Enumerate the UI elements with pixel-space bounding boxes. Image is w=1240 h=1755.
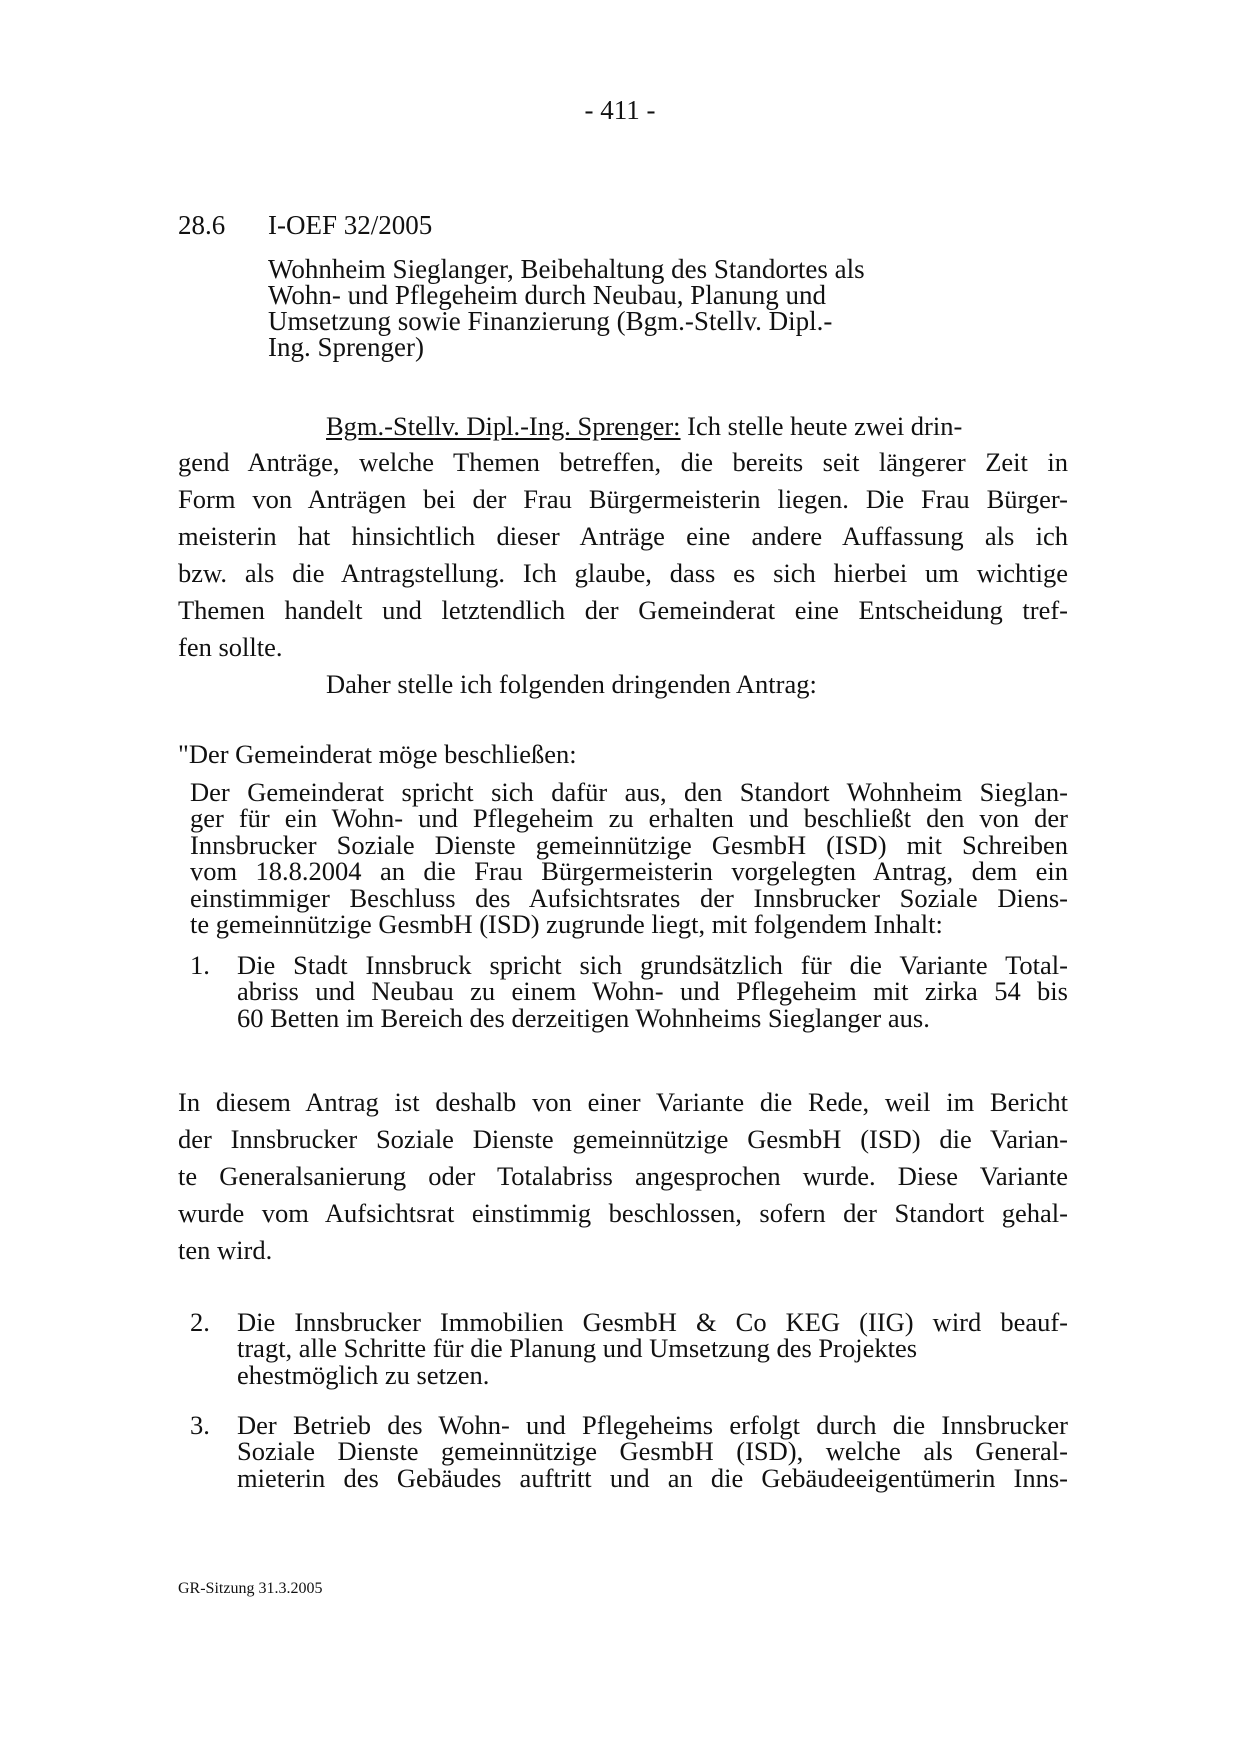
- list-item-line: Der Betrieb des Wohn- und Pflegeheims erfolgt durch die Innsbrucker: [237, 1410, 1068, 1440]
- explanation-line: ten wird.: [178, 1235, 273, 1265]
- agenda-title-line: Umsetzung sowie Finanzierung (Bgm.-Stellv. Dipl.-: [268, 306, 833, 336]
- explanation-line: In diesem Antrag ist deshalb von einer Variante die Rede, weil im Bericht: [178, 1087, 1068, 1117]
- speech-first-line: [326, 410, 1068, 442]
- speaker-name: Bgm.-Stellv. Dipl.-Ing. Sprenger:: [326, 411, 681, 441]
- motion-line: Der Gemeinderat spricht sich dafür aus, den Standort Wohnheim Sieglan-: [190, 777, 1068, 807]
- agenda-item-number: 28.6: [178, 210, 226, 240]
- speech-line: Themen handelt und letztendlich der Gemeinderat eine Entscheidung tref-: [178, 595, 1068, 625]
- speech-text: Ich stelle heute zwei drin-: [687, 411, 963, 441]
- list-item-number: 2.: [190, 1307, 210, 1337]
- list-item-line: tragt, alle Schritte für die Planung und Umsetzung des Projektes: [237, 1333, 918, 1363]
- list-item-line: 60 Betten im Bereich des derzeitigen Wohnheims Sieglanger aus.: [237, 1003, 930, 1033]
- speech-line: meisterin hat hinsichtlich dieser Anträge eine andere Auffassung als ich: [178, 521, 1068, 551]
- list-item-line: Die Stadt Innsbruck spricht sich grundsätzlich für die Variante Total-: [237, 950, 1068, 980]
- agenda-title-line: Wohnheim Sieglanger, Beibehaltung des Standortes als: [268, 254, 865, 284]
- agenda-title-line: Ing. Sprenger): [268, 332, 424, 362]
- footer-session-date: GR-Sitzung 31.3.2005: [178, 1580, 323, 1597]
- speech-daher: Daher stelle ich folgenden dringenden Antrag:: [326, 669, 817, 699]
- speech-line: Form von Anträgen bei der Frau Bürgermeisterin liegen. Die Frau Bürger-: [178, 484, 1068, 514]
- list-item-number: 3.: [190, 1410, 210, 1440]
- explanation-line: wurde vom Aufsichtsrat einstimmig beschlossen, sofern der Standort gehal-: [178, 1198, 1068, 1228]
- motion-line: Innsbrucker Soziale Dienste gemeinnützige GesmbH (ISD) mit Schreiben: [190, 830, 1068, 860]
- motion-line: einstimmiger Beschluss des Aufsichtsrates der Innsbrucker Soziale Diens-: [190, 883, 1068, 913]
- motion-line: vom 18.8.2004 an die Frau Bürgermeisterin vorgelegten Antrag, dem ein: [190, 856, 1068, 886]
- motion-line: ger für ein Wohn- und Pflegeheim zu erhalten und beschließt den von der: [190, 803, 1068, 833]
- explanation-line: te Generalsanierung oder Totalabriss angesprochen wurde. Diese Variante: [178, 1161, 1068, 1191]
- list-item-number: 1.: [190, 950, 210, 980]
- page-number: - 411 -: [584, 95, 656, 125]
- list-item-line: abriss und Neubau zu einem Wohn- und Pflegeheim mit zirka 54 bis: [237, 976, 1068, 1006]
- list-item-line: Soziale Dienste gemeinnützige GesmbH (ISD), welche als General-: [237, 1436, 1068, 1466]
- motion-intro: "Der Gemeinderat möge beschließen:: [178, 739, 577, 769]
- list-item-line: mieterin des Gebäudes auftritt und an die Gebäudeeigentümerin Inns-: [237, 1463, 1068, 1493]
- speech-line: bzw. als die Antragstellung. Ich glaube, dass es sich hierbei um wichtige: [178, 558, 1068, 588]
- explanation-line: der Innsbrucker Soziale Dienste gemeinnützige GesmbH (ISD) die Varian-: [178, 1124, 1068, 1154]
- motion-line: te gemeinnützige GesmbH (ISD) zugrunde liegt, mit folgendem Inhalt:: [190, 909, 943, 939]
- agenda-title-line: Wohn- und Pflegeheim durch Neubau, Planung und: [268, 280, 826, 310]
- list-item-line: ehestmöglich zu setzen.: [237, 1360, 490, 1390]
- agenda-title: [268, 256, 968, 360]
- speech-line: gend Anträge, welche Themen betreffen, die bereits seit längerer Zeit in: [178, 447, 1068, 477]
- list-item-line: Die Innsbrucker Immobilien GesmbH & Co KEG (IIG) wird beauf-: [237, 1307, 1068, 1337]
- agenda-reference: I-OEF 32/2005: [268, 210, 433, 240]
- speech-line: fen sollte.: [178, 632, 283, 662]
